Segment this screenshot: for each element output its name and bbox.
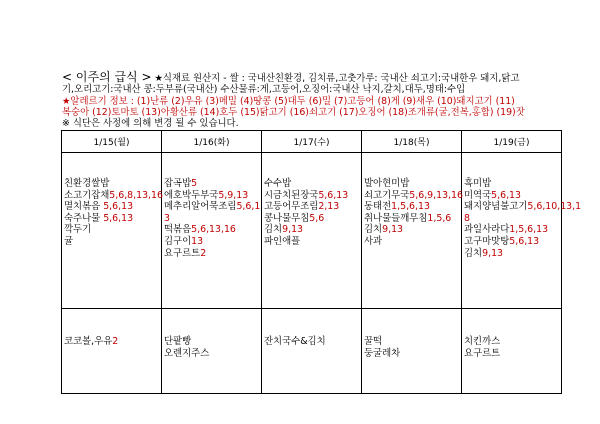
menu-item (364, 213, 459, 225)
allergy-codes: 9,13 (482, 247, 503, 259)
lunch-cell (162, 153, 262, 309)
menu-item-name: 단팥빵 (164, 336, 192, 347)
allergy-codes: 1,5,6,13 (509, 224, 549, 236)
menu-item (64, 201, 159, 213)
menu-item (264, 213, 359, 225)
menu-item (164, 178, 259, 190)
menu-item (164, 213, 259, 225)
weekly-menu-table (61, 130, 582, 394)
menu-item (264, 178, 359, 190)
menu-item (364, 178, 459, 190)
allergy-codes: 5,6,13 (103, 212, 134, 224)
menu-item-name: 꿀떡 (364, 336, 383, 347)
menu-item (164, 190, 259, 202)
menu-item (464, 236, 559, 248)
menu-item-name: 떡볶음 (164, 224, 192, 236)
menu-item (464, 213, 559, 225)
lunch-row (62, 153, 562, 309)
menu-item-name: 숙주나물 (64, 212, 104, 224)
menu-item-name: 오렌지주스 (164, 347, 210, 359)
menu-item-name: 잡곡밥 (164, 178, 192, 189)
allergy-codes: 1,5,6 (427, 212, 452, 224)
day-date: 1/19(금) (462, 131, 562, 153)
snack-row (62, 309, 562, 394)
menu-item-name: 수수밥 (264, 178, 292, 189)
origin-info: ★식재료 원산지 - 쌀 : 국내산친환경, 김치류,고춧가루: 국내산 쇠고기:국내한우 돼지,닭고 (154, 73, 520, 84)
origin-info-continued: 기,오리고기:국내산 콩:두부류(국내산) 수산물류:게,고등어,오징어:국내산 낙지,갈치,대두,명태:수입 (62, 84, 466, 96)
snack-cell (262, 309, 362, 394)
menu-item-name: 에호박두부국 (164, 189, 219, 201)
snack-cell (162, 309, 262, 394)
allergy-codes: 5,6,13 (491, 189, 521, 201)
allergy-codes: 5,6,8,13,16 (109, 189, 163, 201)
menu-item-name: 둥굴레차 (364, 347, 401, 359)
menu-item (164, 348, 259, 360)
day-date: 1/16(화) (162, 131, 262, 153)
allergy-codes: 3 (164, 212, 170, 224)
menu-item-name: 과일사라다 (464, 224, 510, 236)
menu-item (364, 236, 459, 248)
snack-cell (62, 309, 162, 394)
snack-cell (462, 309, 562, 394)
menu-item (464, 190, 559, 202)
allergy-codes: 5,6,13,16 (191, 224, 236, 236)
allergy-codes: 8 (464, 212, 470, 224)
menu-item (264, 224, 359, 236)
menu-item (164, 248, 259, 260)
menu-item (64, 213, 159, 225)
allergy-codes: 5,9,13 (218, 189, 249, 201)
snack-cell (362, 309, 462, 394)
lunch-cell (262, 153, 362, 309)
day-date: 1/18(목) (362, 131, 462, 153)
allergy-codes: 5,6,9,13,16 (409, 189, 463, 201)
menu-item-name: 귤 (64, 235, 74, 247)
allergy-codes: 5,6,13 (509, 235, 540, 247)
menu-item-name: 메추리알어묵조림 (164, 201, 237, 213)
menu-item-name: 김치 (264, 224, 283, 236)
lunch-cell (462, 153, 582, 309)
day-date: 1/17(수) (262, 131, 362, 153)
menu-item-name: 쇠고기무국 (364, 189, 410, 201)
menu-item-name: 발아현미밥 (364, 178, 410, 189)
header-line-1 (62, 72, 552, 84)
allergy-codes: 2 (200, 247, 207, 259)
allergy-codes: 5 (191, 178, 198, 189)
allergy-codes: 9,13 (382, 224, 403, 236)
menu-item (264, 190, 359, 202)
menu-item (264, 336, 359, 348)
menu-item (64, 236, 159, 248)
menu-item (164, 201, 259, 213)
allergy-codes: 2 (112, 336, 119, 347)
menu-item (64, 178, 159, 190)
menu-item-name: 동태전 (364, 201, 392, 213)
menu-item-name: 멸치볶음 (64, 201, 104, 213)
menu-item (464, 348, 559, 360)
allergy-codes: 5,6,13 (103, 201, 134, 213)
change-notice: ※ 식단은 사정에 의해 변경 될 수 있습니다. (62, 118, 239, 130)
menu-item (364, 224, 459, 236)
allergy-codes: 5,6,13 (318, 189, 349, 201)
day-date: 1/15(월) (62, 131, 162, 153)
menu-item-name: 시금치된장국 (264, 189, 319, 201)
allergy-codes: 5,6 (309, 212, 325, 224)
menu-item-name: 김치 (464, 247, 483, 259)
menu-item-name: 김구이 (164, 235, 192, 247)
page-title: < 이주의 급식 > (62, 70, 152, 84)
lunch-cell (362, 153, 462, 309)
allergy-codes: 13 (191, 235, 204, 247)
menu-item (64, 224, 159, 236)
allergy-codes: 5,6,1 (236, 201, 261, 213)
menu-item (364, 348, 459, 360)
menu-item-name: 고구마맛탕 (464, 235, 510, 247)
menu-item-name: 코코볼,우유 (64, 336, 113, 347)
menu-item-name: 소고기잡채 (64, 189, 110, 201)
menu-item (64, 336, 159, 348)
menu-item-name: 치킨까스 (464, 336, 501, 347)
menu-item (464, 178, 559, 190)
lunch-cell (62, 153, 162, 309)
menu-header (62, 72, 552, 129)
menu-item (464, 336, 559, 348)
menu-item-name: 파인애플 (264, 235, 301, 247)
allergy-codes: 5,6,10,13,1 (527, 201, 582, 213)
menu-item-name: 김치 (364, 224, 383, 236)
menu-item-name: 콩나물무침 (264, 212, 310, 224)
menu-item-name: 요구르트 (464, 347, 501, 359)
allergy-info: ★알레르기 정보 : (1)난류 (2)우유 (3)메밀 (4)땅콩 (5)대두 (6)밀 (7)고등어 (8)게 (9)새우 (10)돼지고기 (11) (62, 95, 515, 107)
allergy-codes: 9,13 (282, 224, 303, 236)
allergy-codes: 2,13 (318, 201, 340, 213)
menu-item (264, 201, 359, 213)
menu-item-name: 돼지양념불고기 (464, 201, 528, 213)
allergy-info-continued: 복숭아 (12)토마토 (13)아황산류 (14)호두 (15)닭고기 (16)쇠고기 (17)오징어 (18)조개류(굴,전복,홍합) (19)잣 (62, 106, 525, 118)
menu-item-name: 요구르트 (164, 247, 201, 259)
menu-item (364, 336, 459, 348)
menu-item-name: 취나물들깨무침 (364, 212, 428, 224)
menu-item-name: 흑미밥 (464, 178, 492, 189)
allergy-codes: 1,5,6,13 (391, 201, 430, 213)
menu-item (464, 201, 582, 213)
menu-item-name: 고등어무조림 (264, 201, 319, 213)
date-row (62, 131, 562, 153)
menu-item-name: 사과 (364, 235, 383, 247)
menu-item (264, 236, 359, 248)
menu-item (164, 236, 259, 248)
menu-item (364, 189, 463, 202)
menu-item (364, 201, 459, 213)
menu-item-name: 깍두기 (64, 224, 92, 236)
menu-item (164, 224, 259, 236)
menu-item (164, 336, 259, 348)
menu-item (464, 224, 559, 236)
menu-item-name: 미역국 (464, 189, 492, 201)
menu-item (464, 248, 559, 260)
menu-item (64, 189, 163, 202)
menu-item-name: 잔치국수&김치 (264, 336, 326, 347)
menu-item-name: 친환경쌀밥 (64, 178, 110, 189)
